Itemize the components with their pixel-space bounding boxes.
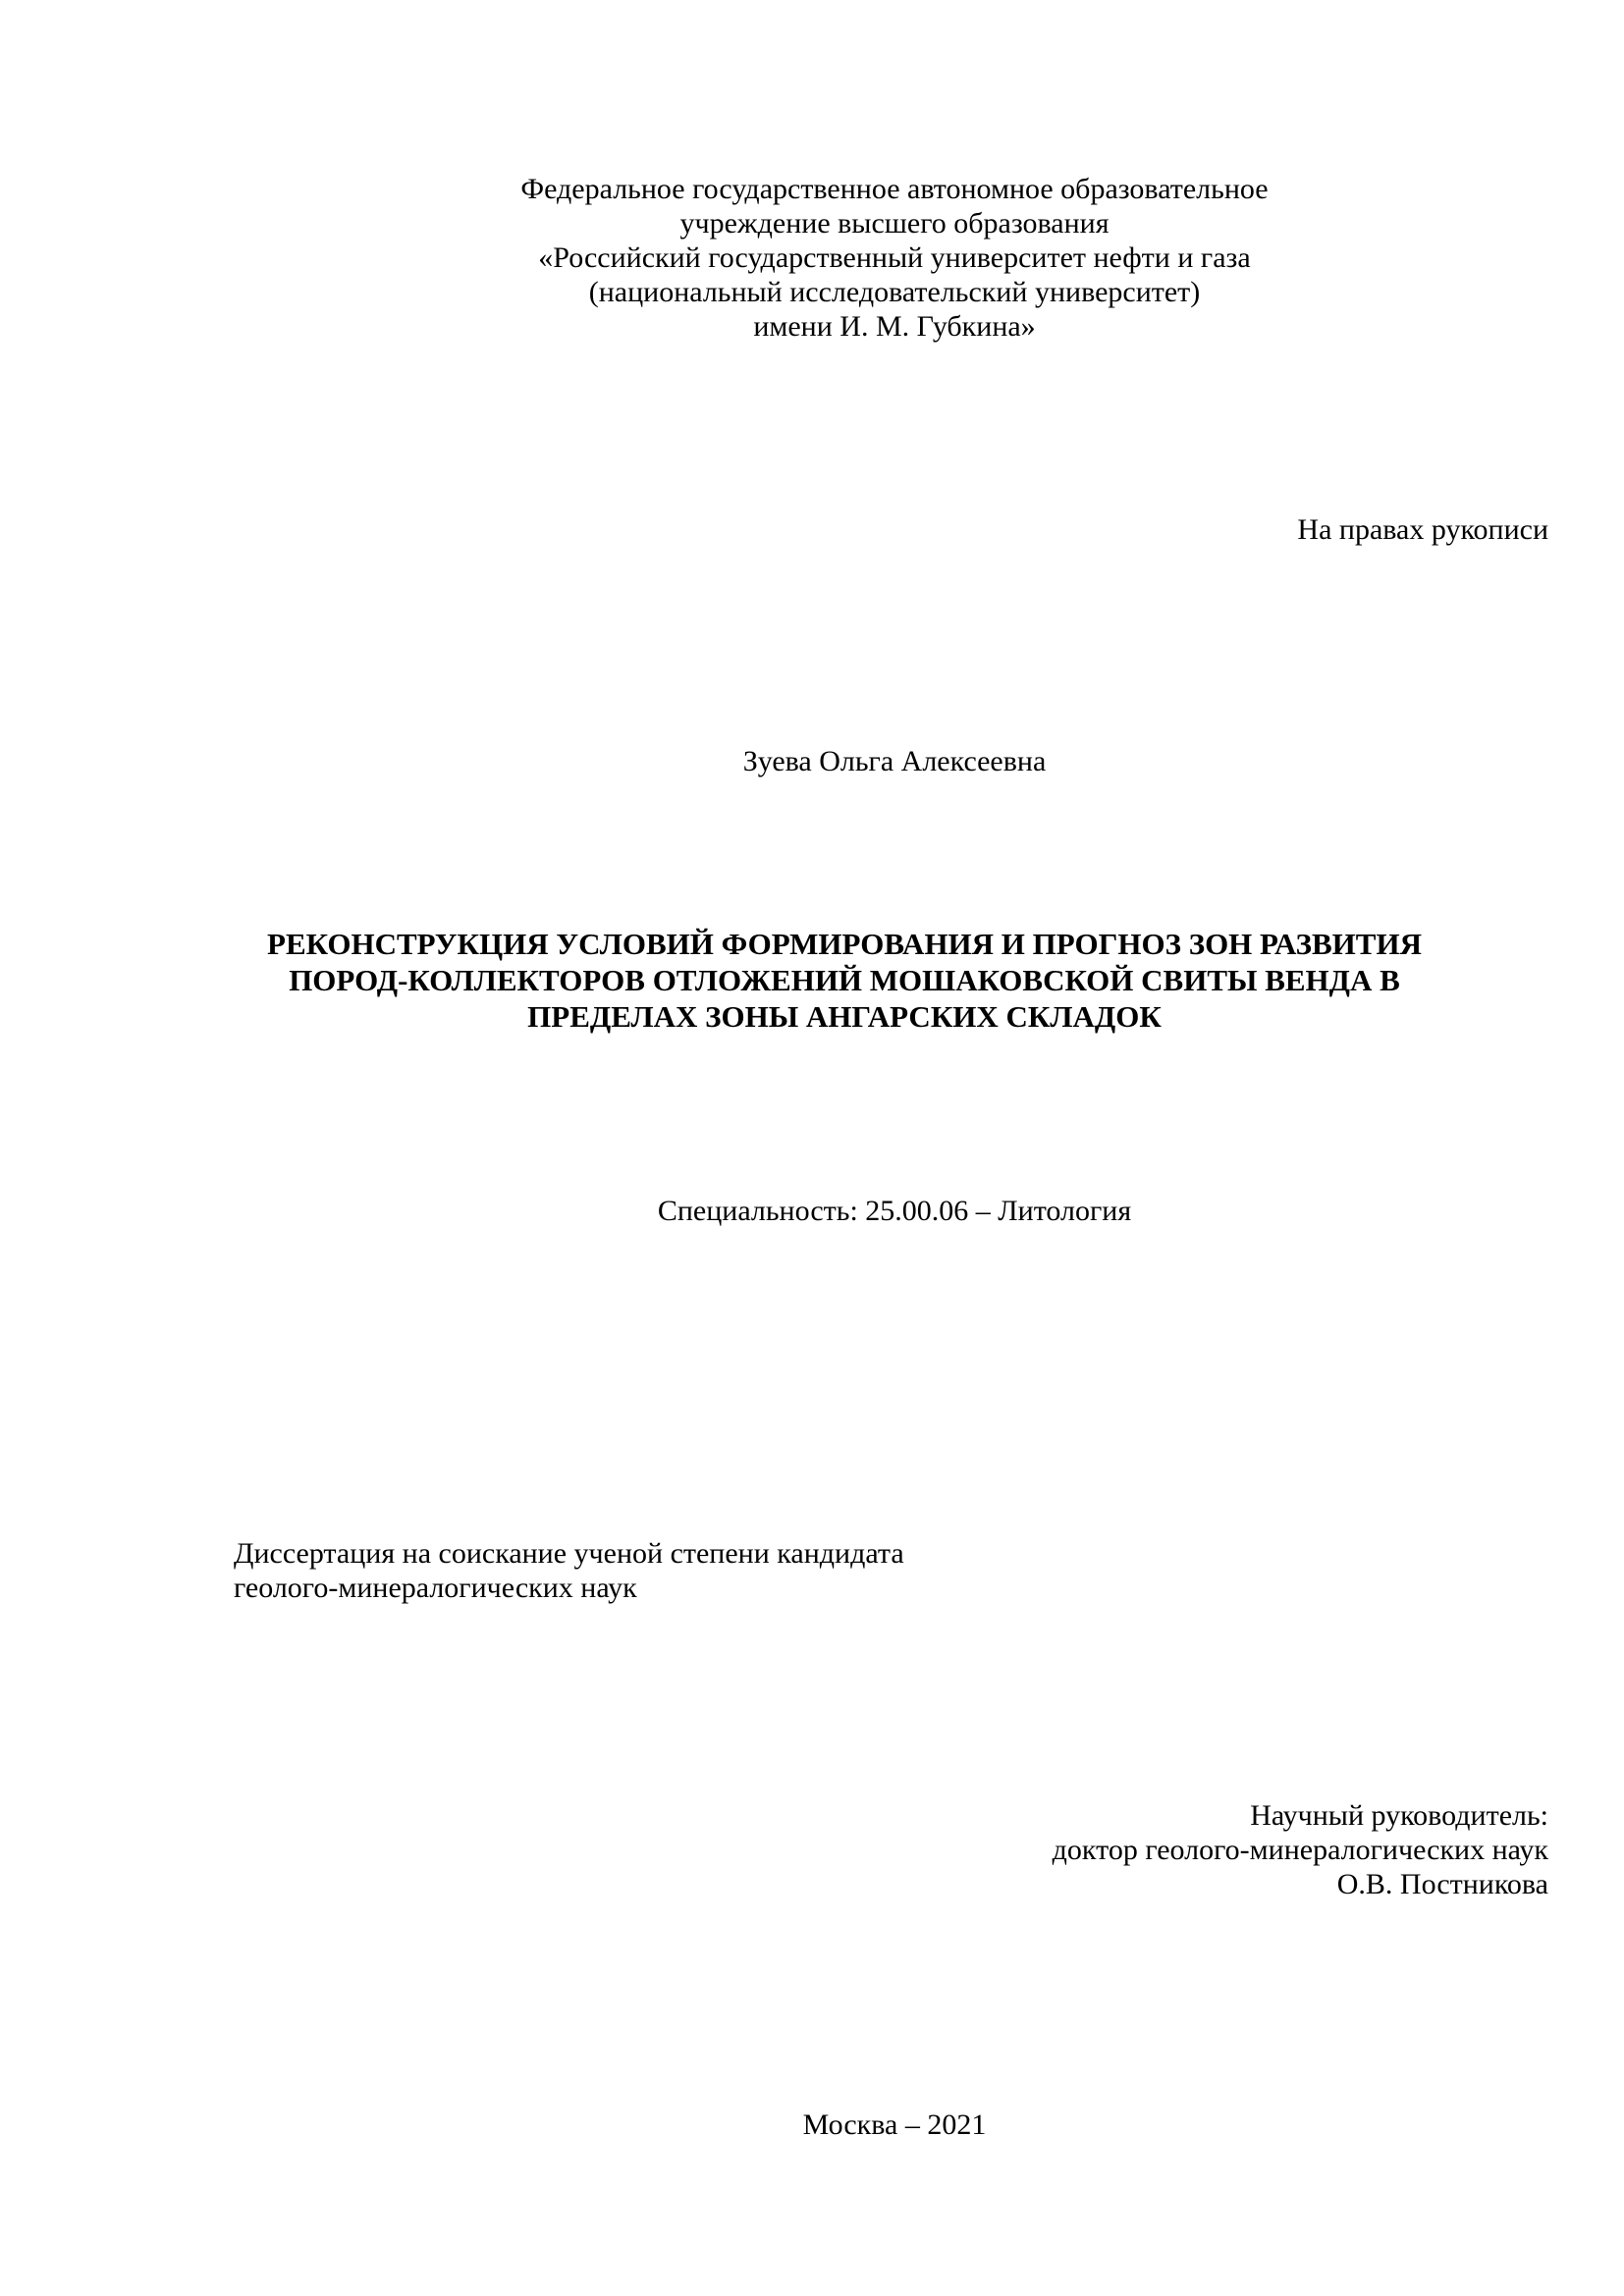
institution-line: «Российский государственный университет нефти и газа: [538, 241, 1251, 274]
supervisor-line: Научный руководитель:: [1250, 1799, 1548, 1832]
city-year-text: Москва – 2021: [802, 2109, 987, 2141]
rights-note-text: На правах рукописи: [1297, 513, 1548, 546]
institution-line: Федеральное государственное автономное образовательное: [520, 173, 1269, 205]
institution-line: учреждение высшего образования: [679, 207, 1110, 240]
degree-line: геолого-минералогических наук: [234, 1572, 637, 1604]
supervisor-line: О.В. Постникова: [1336, 1868, 1548, 1900]
degree-statement: [234, 1536, 904, 1605]
institution-line: имени И. М. Губкина»: [753, 310, 1036, 343]
title-line: ПРЕДЕЛАХ ЗОНЫ АНГАРСКИХ СКЛАДОК: [527, 999, 1162, 1034]
title-line: ПОРОД-КОЛЛЕКТОРОВ ОТЛОЖЕНИЙ МОШАКОВСКОЙ СВИТЫ ВЕНДА В: [289, 963, 1400, 997]
institution-header: [0, 172, 1624, 344]
rights-note: [1297, 512, 1548, 547]
title-line: РЕКОНСТРУКЦИЯ УСЛОВИЙ ФОРМИРОВАНИЯ И ПРОГНОЗ ЗОН РАЗВИТИЯ: [267, 927, 1422, 961]
supervisor-info: [1053, 1798, 1548, 1901]
specialty: [0, 1194, 1624, 1228]
author-name: [0, 744, 1624, 778]
dissertation-title: [0, 926, 1624, 1035]
city-and-year: [0, 2108, 1624, 2142]
specialty-text: Специальность: 25.00.06 – Литология: [657, 1195, 1132, 1227]
supervisor-line: доктор геолого-минералогических наук: [1052, 1834, 1548, 1866]
author-name-text: Зуева Ольга Алексеевна: [742, 745, 1047, 777]
degree-line: Диссертация на соискание ученой степени кандидата: [234, 1537, 904, 1570]
institution-line: (национальный исследовательский университет): [588, 276, 1201, 308]
